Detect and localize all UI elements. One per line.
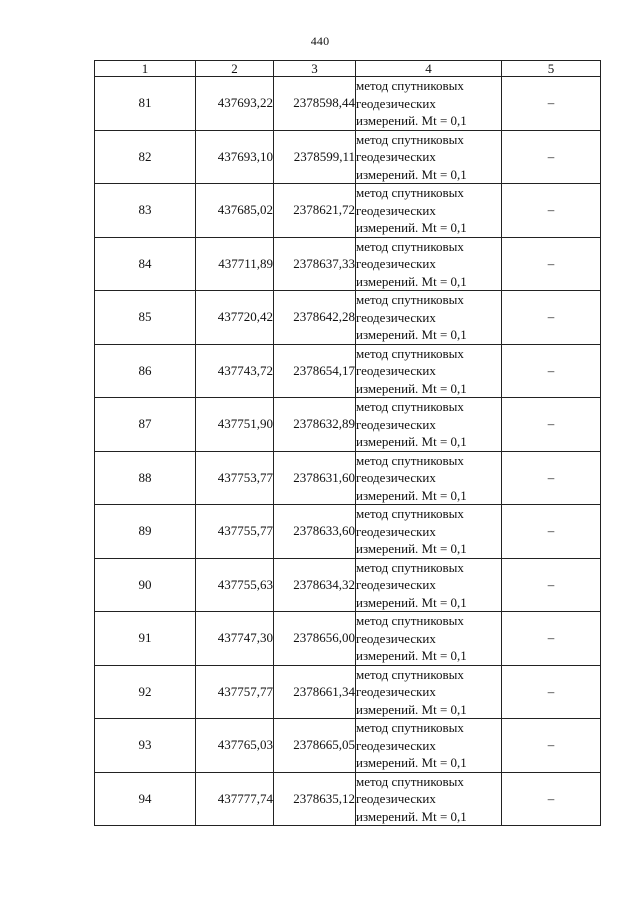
method-line: геодезических [356, 149, 436, 164]
method-cell [356, 130, 502, 184]
x-coordinate-cell: 437755,77 [196, 505, 274, 559]
x-coordinate-cell: 437755,63 [196, 558, 274, 612]
note-cell: – [502, 184, 601, 238]
method-line: измерений. Mt = 0,1 [356, 594, 467, 610]
method-line: метод спутниковых [356, 559, 464, 575]
point-number-cell: 91 [95, 612, 196, 666]
note-cell: – [502, 451, 601, 505]
method-line: геодезических [356, 202, 436, 218]
method-line: измерений. Mt = 0,1 [356, 220, 467, 235]
method-line: метод спутниковых [356, 773, 464, 789]
table-row [95, 719, 601, 773]
method-line: метод спутниковых [356, 506, 464, 521]
table-row [95, 344, 601, 398]
method-line: метод спутниковых [356, 345, 464, 361]
y-coordinate-cell: 2378599,11 [274, 130, 356, 184]
method-line: геодезических [356, 737, 436, 753]
method-cell [356, 398, 502, 452]
table-row [95, 77, 601, 131]
y-coordinate-cell: 2378632,89 [274, 398, 356, 452]
x-coordinate-cell: 437685,02 [196, 184, 274, 238]
table-row [95, 237, 601, 291]
table-row [95, 612, 601, 666]
table-row [95, 451, 601, 505]
method-line: геодезических [356, 577, 436, 592]
x-coordinate-cell: 437777,74 [196, 772, 274, 826]
x-coordinate-cell: 437693,22 [196, 77, 274, 131]
x-coordinate-cell: 437753,77 [196, 451, 274, 505]
table-row [95, 665, 601, 719]
method-line: метод спутниковых [356, 131, 464, 147]
method-line: метод спутниковых [356, 238, 464, 254]
method-line: метод спутниковых [356, 452, 464, 468]
y-coordinate-cell: 2378637,33 [274, 237, 356, 291]
method-cell [356, 772, 502, 826]
y-coordinate-cell: 2378665,05 [274, 719, 356, 773]
y-coordinate-cell: 2378654,17 [274, 344, 356, 398]
method-line: измерений. Mt = 0,1 [356, 808, 467, 824]
note-cell: – [502, 665, 601, 719]
page-number: 440 [310, 34, 330, 48]
y-coordinate-cell: 2378633,60 [274, 505, 356, 559]
method-cell [356, 237, 502, 291]
point-number-cell: 85 [95, 291, 196, 345]
method-cell [356, 665, 502, 719]
method-line: измерений. Mt = 0,1 [356, 380, 467, 396]
method-line: геодезических [356, 363, 436, 378]
method-line: метод спутниковых [356, 666, 464, 682]
method-line: метод спутниковых [356, 185, 464, 200]
note-cell: – [502, 558, 601, 612]
point-number-cell: 92 [95, 665, 196, 719]
point-number-cell: 86 [95, 344, 196, 398]
x-coordinate-cell: 437765,03 [196, 719, 274, 773]
method-line: геодезических [356, 416, 436, 432]
method-line: измерений. Mt = 0,1 [356, 648, 467, 663]
note-cell: – [502, 344, 601, 398]
y-coordinate-cell: 2378635,12 [274, 772, 356, 826]
header-col-3: 3 [274, 61, 356, 77]
note-cell: – [502, 719, 601, 773]
point-number-cell: 94 [95, 772, 196, 826]
y-coordinate-cell: 2378621,72 [274, 184, 356, 238]
y-coordinate-cell: 2378631,60 [274, 451, 356, 505]
method-cell [356, 612, 502, 666]
table-body [95, 77, 601, 826]
table-row [95, 130, 601, 184]
point-number-cell: 93 [95, 719, 196, 773]
method-cell [356, 505, 502, 559]
header-col-1: 1 [95, 61, 196, 77]
note-cell: – [502, 130, 601, 184]
note-cell: – [502, 291, 601, 345]
method-line: измерений. Mt = 0,1 [356, 755, 467, 770]
x-coordinate-cell: 437743,72 [196, 344, 274, 398]
note-cell: – [502, 772, 601, 826]
method-cell [356, 558, 502, 612]
x-coordinate-cell: 437747,30 [196, 612, 274, 666]
method-line: геодезических [356, 523, 436, 539]
y-coordinate-cell: 2378656,00 [274, 612, 356, 666]
method-cell [356, 344, 502, 398]
method-line: измерений. Mt = 0,1 [356, 701, 467, 717]
table-row [95, 184, 601, 238]
x-coordinate-cell: 437720,42 [196, 291, 274, 345]
header-col-2: 2 [196, 61, 274, 77]
method-line: геодезических [356, 630, 436, 646]
table-row [95, 505, 601, 559]
note-cell: – [502, 77, 601, 131]
method-line: измерений. Mt = 0,1 [356, 327, 467, 342]
coordinates-table [94, 60, 601, 826]
y-coordinate-cell: 2378598,44 [274, 77, 356, 131]
x-coordinate-cell: 437751,90 [196, 398, 274, 452]
method-line: измерений. Mt = 0,1 [356, 541, 467, 556]
header-col-4: 4 [356, 61, 502, 77]
note-cell: – [502, 398, 601, 452]
note-cell: – [502, 237, 601, 291]
x-coordinate-cell: 437757,77 [196, 665, 274, 719]
method-cell [356, 291, 502, 345]
method-line: измерений. Mt = 0,1 [356, 166, 467, 182]
y-coordinate-cell: 2378661,34 [274, 665, 356, 719]
table-row [95, 398, 601, 452]
method-line: метод спутниковых [356, 78, 464, 93]
y-coordinate-cell: 2378642,28 [274, 291, 356, 345]
method-line: геодезических [356, 470, 436, 485]
method-line: измерений. Mt = 0,1 [356, 113, 467, 128]
point-number-cell: 87 [95, 398, 196, 452]
method-cell [356, 77, 502, 131]
method-line: измерений. Mt = 0,1 [356, 434, 467, 449]
x-coordinate-cell: 437711,89 [196, 237, 274, 291]
method-cell [356, 719, 502, 773]
method-line: геодезических [356, 256, 436, 271]
point-number-cell: 89 [95, 505, 196, 559]
point-number-cell: 81 [95, 77, 196, 131]
method-cell [356, 451, 502, 505]
point-number-cell: 83 [95, 184, 196, 238]
method-line: измерений. Mt = 0,1 [356, 487, 467, 503]
method-line: геодезических [356, 684, 436, 699]
point-number-cell: 88 [95, 451, 196, 505]
method-line: метод спутниковых [356, 720, 464, 735]
table-row [95, 772, 601, 826]
method-line: метод спутниковых [356, 292, 464, 307]
header-col-5: 5 [502, 61, 601, 77]
point-number-cell: 84 [95, 237, 196, 291]
note-cell: – [502, 505, 601, 559]
method-line: метод спутниковых [356, 399, 464, 414]
table-row [95, 558, 601, 612]
method-line: геодезических [356, 95, 436, 111]
method-line: геодезических [356, 309, 436, 325]
method-cell [356, 184, 502, 238]
table-row [95, 291, 601, 345]
method-line: метод спутниковых [356, 613, 464, 628]
point-number-cell: 90 [95, 558, 196, 612]
method-line: измерений. Mt = 0,1 [356, 273, 467, 289]
x-coordinate-cell: 437693,10 [196, 130, 274, 184]
y-coordinate-cell: 2378634,32 [274, 558, 356, 612]
table-header-row [95, 61, 601, 77]
point-number-cell: 82 [95, 130, 196, 184]
note-cell: – [502, 612, 601, 666]
method-line: геодезических [356, 791, 436, 806]
